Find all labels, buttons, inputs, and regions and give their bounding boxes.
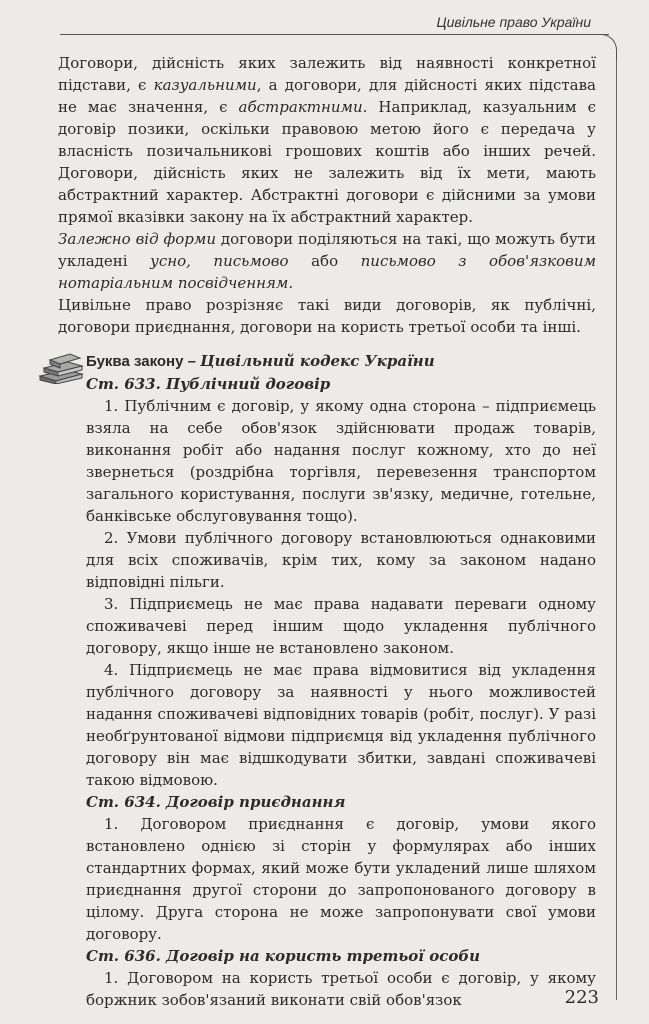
article-636-title: Ст. 636. Договір на користь третьої особи — [86, 947, 481, 965]
law-heading: Буква закону – Цивільний кодекс України — [86, 352, 435, 370]
term-form: Залежно від форми — [58, 230, 216, 248]
running-title: Цивільне право України — [436, 14, 591, 30]
book-stack-icon — [36, 350, 86, 384]
article-633-part-4: 4. Підприємець не має права відмовитися від укладення публічного договору за наявності у нього можливостей надання споживачеві відповідних товарів (робіт, послуг). У разі необґрунтованої відмови підприємця від укладення публічного договору він має відшкодувати збитки, завдані споживачеві такою відмовою. — [86, 661, 596, 789]
article-634-part-1: 1. Договором приєднання є договір, умови якого встановлено однією зі сторін у формулярах або інших стандартних формах, який може бути укладений лише шляхом приєднання другої сторони до запропонованого договору в цілому. Друга сторона не може запропонувати свої умови договору. — [86, 815, 596, 943]
paragraph-form: Залежно від форми договори поділяються на такі, що можуть бути укладені усно, письмово або письмово з обов'язковим нотаріальним посвідченням. — [58, 230, 597, 292]
article-633-part-2: 2. Умови публічного договору встановлюються однаковими для всіх споживачів, крім тих, кому за законом надано відповідні пільги. — [86, 529, 596, 591]
article-633-part-1: 1. Публічним є договір, у якому одна сторона – підприємець взяла на себе обов'язок здійснювати продаж товарів, виконання робіт або надання послуг кожному, хто до неї звернеться (роздрібна торгівля, перевезення транспортом загального користування, послуги зв'язку, медичне, готельне, банківське обслуговування тощо). — [86, 397, 596, 525]
paragraph-causal-abstract: Договори, дійсність яких залежить від наявності конкретної підстави, є казуальними, а договори, для дійсності яких підстава не має значення, є абстрактними. Наприклад, казуальним є договір позики, оскільки правовою метою його є передача у власність позичальникові грошових коштів або інших речей. Договори, дійсність яких не залежить від їх мети, мають абстрактний характер. Абстрактні договори є дійсними за умови прямої вказівки закону на їх абстрактний характер. — [58, 54, 596, 226]
law-excerpt — [58, 350, 596, 1011]
article-636-part-1: 1. Договором на користь третьої особи є договір, у якому боржник зобов'язаний виконати свій обов'язок — [86, 969, 596, 1009]
page-body — [58, 52, 596, 1011]
term-abstract: абстрактними. — [238, 98, 368, 116]
page-header — [0, 0, 649, 40]
header-rule — [60, 34, 609, 35]
code-name: Цивільний кодекс України — [200, 352, 435, 370]
term-causal: казуальними — [153, 76, 257, 94]
article-634-title: Ст. 634. Договір приєднання — [86, 793, 346, 811]
paragraph-types: Цивільне право розрізняє такі види договорів, як публічні, договори приєднання, договори на користь третьої особи та інші. — [58, 296, 596, 336]
article-633-part-3: 3. Підприємець не має права надавати переваги одному споживачеві перед іншим щодо укладення публічного договору, якщо інше не встановлено законом. — [86, 595, 596, 657]
page-number: 223 — [564, 987, 599, 1008]
term-forms: усно, письмово — [150, 252, 289, 270]
law-body — [86, 373, 596, 1011]
header-corner — [598, 34, 617, 63]
article-633-title: Ст. 633. Публічний договір — [86, 375, 331, 393]
term-notary: письмово з обов'язковим нотаріальним посвідченням. — [58, 252, 597, 292]
margin-rule — [616, 60, 617, 1000]
